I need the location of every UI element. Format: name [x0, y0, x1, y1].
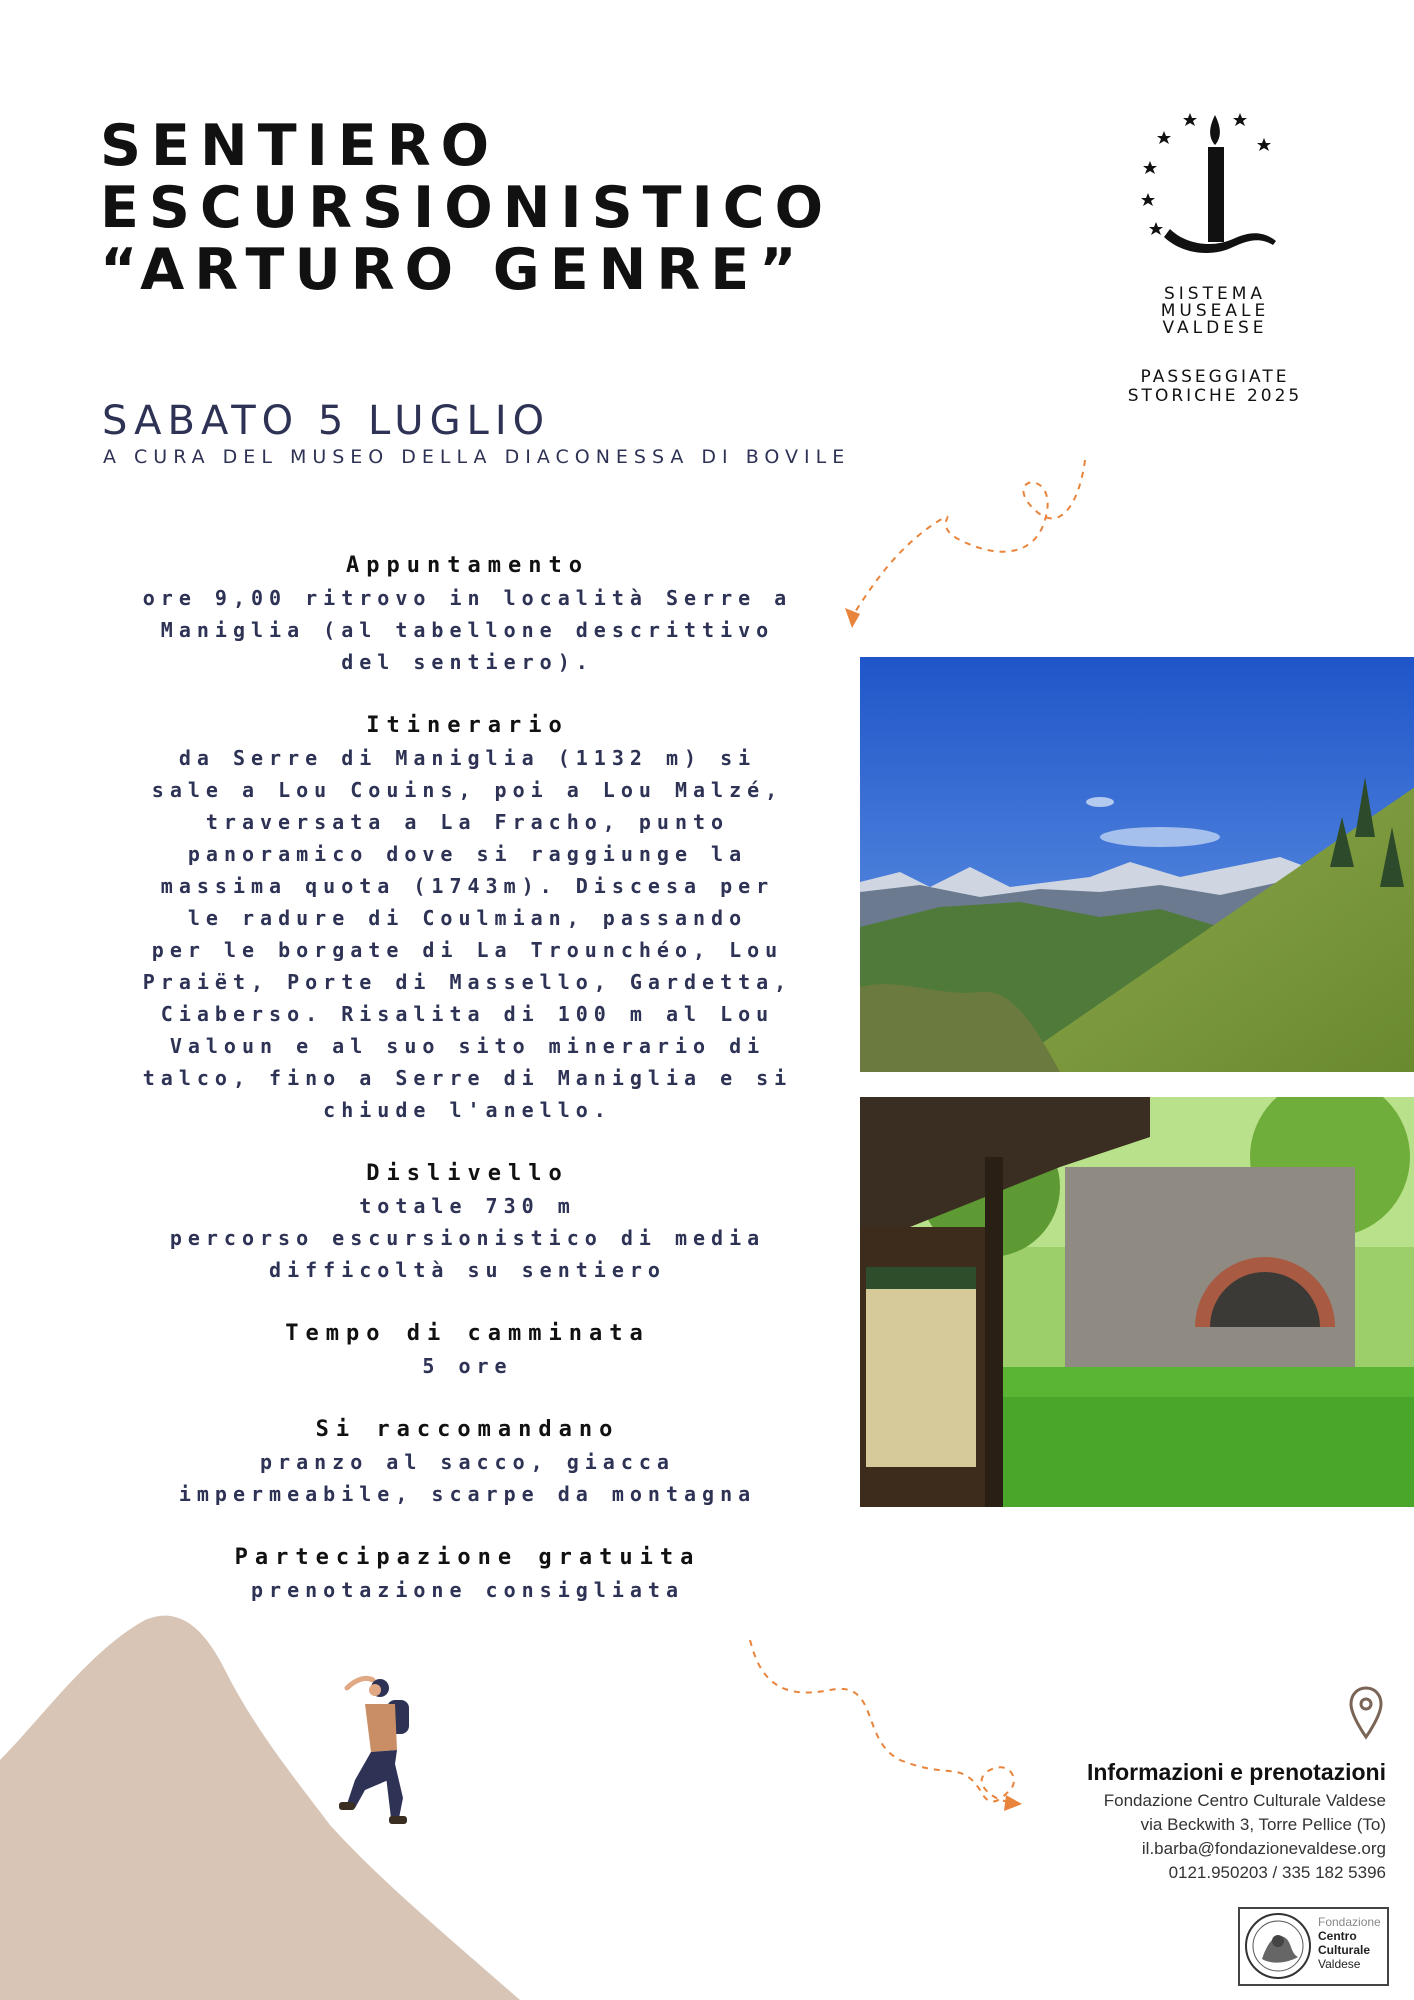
brand-line-3: VALDESE — [1162, 318, 1268, 338]
brand-line-1: SISTEMA — [1163, 284, 1267, 304]
fcv-logo-text — [1318, 1915, 1386, 1971]
section-body — [95, 1574, 840, 1606]
section-title: Partecipazione gratuita — [234, 1545, 701, 1570]
mine-ruins-photo — [860, 1097, 1414, 1507]
page-title — [100, 115, 833, 301]
star-icon — [1149, 222, 1163, 235]
contacts-block — [866, 1755, 1386, 1885]
contact-phones: 0121.950203 / 335 182 5396 — [1168, 1863, 1386, 1882]
star-icon — [1183, 113, 1197, 126]
series-line-2: STORICHE 2025 — [1127, 386, 1303, 406]
mountain-landscape-photo — [860, 657, 1414, 1072]
body-line: da Serre di Maniglia (1132 m) si — [178, 746, 757, 770]
body-line: Maniglia (al tabellone descrittivo — [160, 618, 775, 642]
location-pin-icon — [1348, 1685, 1384, 1741]
body-line: traversata a La Fracho, punto — [205, 810, 730, 834]
star-icon — [1257, 138, 1271, 151]
body-line: massima quota (1743m). Discesa per — [160, 874, 775, 898]
section-title: Si raccomandano — [315, 1417, 620, 1442]
body-line: talco, fino a Serre di Maniglia e si — [142, 1066, 793, 1090]
brand-name — [1090, 286, 1340, 337]
body-line: percorso escursionistico di media — [169, 1226, 766, 1250]
body-line: Ciaberso. Risalita di 100 m al Lou — [160, 1002, 775, 1026]
section-raccomandazioni — [95, 1414, 840, 1510]
seal-icon — [1242, 1911, 1314, 1981]
fcv-line-3: Culturale — [1318, 1943, 1371, 1957]
star-icon — [1143, 161, 1157, 174]
section-title: Itinerario — [366, 713, 569, 738]
body-line: ore 9,00 ritrovo in località Serre a — [142, 586, 793, 610]
body-line: prenotazione consigliata — [251, 1578, 684, 1602]
section-title: Appuntamento — [346, 553, 589, 578]
star-icon — [1233, 113, 1247, 126]
body-line: impermeabile, scarpe da montagna — [178, 1482, 757, 1506]
candle-stars-icon — [1138, 105, 1288, 265]
mountain-illustration — [0, 1610, 530, 2000]
brand-line-2: MUSEALE — [1160, 301, 1270, 321]
contact-address: via Beckwith 3, Torre Pellice (To) — [1140, 1815, 1386, 1834]
fcv-line-2: Centro — [1318, 1929, 1357, 1943]
section-title: Tempo di camminata — [285, 1321, 650, 1346]
contact-email-link[interactable]: il.barba@fondazionevaldese.org — [1141, 1839, 1386, 1858]
star-icon — [1141, 193, 1155, 206]
fcv-line-1: Fondazione — [1318, 1915, 1381, 1929]
body-line: panoramico dove si raggiunge la — [187, 842, 748, 866]
body-line: Praiët, Porte di Massello, Gardetta, — [142, 970, 793, 994]
body-line: pranzo al sacco, giacca — [260, 1450, 675, 1474]
body-line: del sentiero). — [341, 650, 594, 674]
section-title: Dislivello — [366, 1161, 569, 1186]
section-body — [95, 1350, 840, 1382]
section-tempo — [95, 1318, 840, 1382]
arrowhead-top — [845, 608, 860, 628]
series-name — [1070, 368, 1360, 406]
info-column — [95, 550, 840, 1638]
section-itinerario — [95, 710, 840, 1126]
section-partecipazione — [95, 1542, 840, 1606]
contacts-heading: Informazioni e prenotazioni — [1086, 1759, 1386, 1785]
body-line: chiude l'anello. — [323, 1098, 612, 1122]
body-line: sale a Lou Couins, poi a Lou Malzé, — [151, 778, 784, 802]
event-organizer: A CURA DEL MUSEO DELLA DIACONESSA DI BOVILE — [103, 446, 851, 468]
section-body — [95, 1190, 840, 1286]
title-line-3: “ARTURO GENRE” — [100, 237, 807, 303]
section-body — [95, 582, 840, 678]
series-line-1: PASSEGGIATE — [1140, 367, 1290, 387]
section-dislivello — [95, 1158, 840, 1286]
contact-org: Fondazione Centro Culturale Valdese — [1103, 1791, 1386, 1810]
star-icon — [1157, 131, 1171, 144]
fcv-line-4: Valdese — [1318, 1957, 1361, 1971]
section-appuntamento — [95, 550, 840, 678]
hiker-illustration — [325, 1668, 435, 1838]
body-line: totale 730 m — [359, 1194, 576, 1218]
section-body — [95, 1446, 840, 1510]
title-line-2: ESCURSIONISTICO — [100, 175, 834, 241]
title-line-1: SENTIERO — [100, 113, 500, 179]
body-line: difficoltà su sentiero — [269, 1258, 666, 1282]
body-line: per le borgate di La Trounchéo, Lou — [151, 938, 784, 962]
body-line: 5 ore — [422, 1354, 513, 1378]
body-line: le radure di Coulmian, passando — [187, 906, 748, 930]
dashed-arrow-top — [850, 460, 1085, 620]
fcv-logo — [1238, 1907, 1389, 1986]
event-date: SABATO 5 LUGLIO — [102, 398, 551, 444]
section-body — [95, 742, 840, 1126]
body-line: Valoun e al suo sito minerario di — [169, 1034, 766, 1058]
